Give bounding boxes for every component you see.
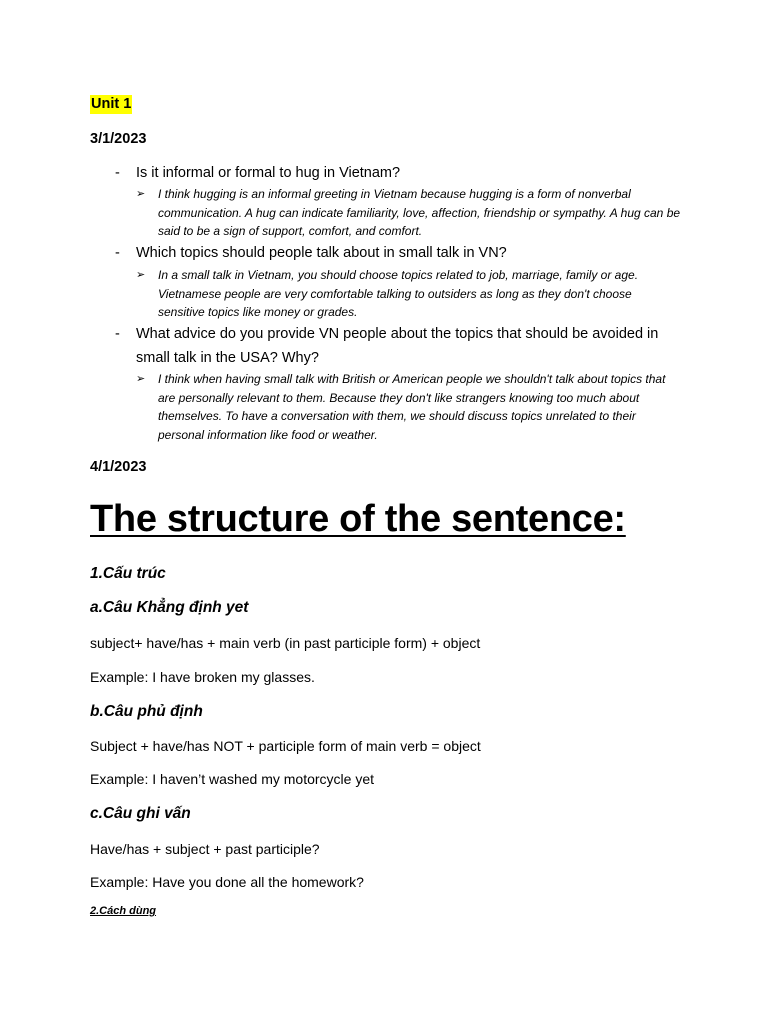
answer-text: I think hugging is an informal greeting in Vietnam because hugging is a form of nonverbal communication. A hug can indicate familiarity, love, affection, friendship or sympathy. A hug can be said to be a sign of support, comfort, and comfort. [158,187,681,238]
affirmative-example: Example: I have broken my glasses. [90,669,315,685]
unit-label: Unit 1 [91,96,132,112]
question-form-example: Example: Have you done all the homework? [90,874,364,890]
answer-text: In a small talk in Vietnam, you should choose topics related to job, marriage, family or age. Vietnamese people are very comfortable talking to outsiders as long as they don't choose sensitive topics like money or grades. [158,268,639,319]
question-form-formula: Have/has + subject + past participle? [90,841,320,857]
answer-item-3 [136,370,681,444]
affirmative-formula: subject+ have/has + main verb (in past participle form) + object [90,635,481,651]
question-form-heading: c.Câu ghi vấn [90,805,191,822]
answer-item-1 [136,185,681,241]
answer-item-2 [136,266,681,322]
question-bullet: - [115,165,120,181]
arrow-bullet-icon: ➢ [136,188,146,200]
question-text: What advice do you provide VN people about the topics that should be avoided in small talk in the USA? Why? [136,326,659,366]
question-text: Which topics should people talk about in small talk in VN? [136,245,507,261]
negative-heading: b.Câu phủ định [90,703,203,720]
arrow-bullet-icon: ➢ [136,373,146,385]
question-item-1 [115,162,675,184]
negative-formula: Subject + have/has NOT + participle form of main verb = object [90,738,481,754]
question-item-3 [115,322,675,370]
answer-text: I think when having small talk with British or American people we shouldn't talk about topics that are personally relevant to them. Because they don't like strangers knowing too much about themselves. To have a conversation with them, we should discuss topics unrelated to their personal information like food or weather. [158,372,666,442]
affirmative-heading: a.Câu Khẳng định yet [90,599,249,616]
question-item-2 [115,242,675,264]
date-heading-1: 3/1/2023 [90,131,147,147]
question-bullet: - [115,245,120,261]
question-text: Is it informal or formal to hug in Vietnam? [136,165,401,181]
section-heading-usage: 2.Cách dùng [90,905,157,917]
page-title: The structure of the sentence: [90,498,626,540]
arrow-bullet-icon: ➢ [136,269,146,281]
section-heading-structure: 1.Cấu trúc [90,565,166,582]
question-bullet: - [115,326,120,342]
date-heading-2: 4/1/2023 [90,459,147,475]
negative-example: Example: I haven’t washed my motorcycle yet [90,771,375,787]
